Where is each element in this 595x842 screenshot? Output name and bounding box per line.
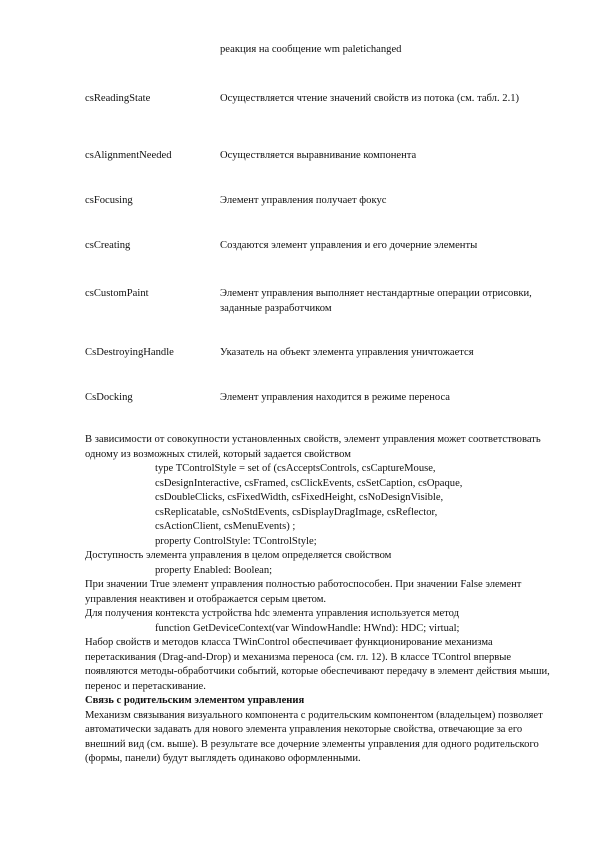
code-line: csActionClient, csMenuEvents) ; (155, 521, 296, 532)
state-name: csCustomPaint (85, 288, 149, 299)
table-continuation-text: реакция на сообщение wm paletichanged (220, 44, 402, 55)
state-description: Осуществляется чтение значений свойств из потока (см. табл. 2.1) (220, 93, 520, 104)
code-line: csDoubleClicks, csFixedWidth, csFixedHeight, csNoDesignVisible, (155, 492, 444, 503)
code-line: type TControlStyle = set of (csAcceptsControls, csCaptureMouse, (155, 463, 436, 474)
state-name: csFocusing (85, 195, 133, 206)
paragraph-enabled-values: При значении True элемент управления полностью работоспособен. При значении False элемент управления неактивен и отображается серым цветом. (85, 579, 522, 605)
state-description: Осуществляется выравнивание компонента (220, 150, 417, 161)
paragraph-enabled: Доступность элемента управления в целом определяется свойством (85, 550, 392, 561)
code-line: property ControlStyle: TControlStyle; (155, 535, 317, 547)
state-description: Создаются элемент управления и его дочерние элементы (220, 240, 478, 251)
state-description: Элемент управления получает фокус (220, 195, 387, 206)
state-description: Указатель на объект элемента управления уничтожается (220, 347, 474, 358)
state-name: csReadingState (85, 93, 151, 104)
paragraph-control-style: В зависимости от совокупности установленных свойств, элемент управления может соответствовать одному из возможных стилей, который задается свойством (85, 434, 541, 460)
state-description: Элемент управления находится в режиме переноса (220, 392, 450, 403)
state-name: csCreating (85, 240, 131, 251)
state-name: csAlignmentNeeded (85, 150, 172, 161)
code-line: csReplicatable, csNoStdEvents, csDisplayDragImage, csReflector, (155, 506, 438, 518)
state-name: CsDestroyingHandle (85, 347, 174, 358)
code-line: csDesignInteractive, csFramed, csClickEvents, csSetCaption, csOpaque, (155, 477, 463, 489)
code-line: property Enabled: Boolean; (155, 564, 273, 576)
state-name: CsDocking (85, 392, 133, 403)
paragraph-device-context: Для получения контекста устройства hdc элемента управления используется метод (85, 608, 460, 619)
paragraph-drag-drop: Набор свойств и методов класса TWinControl обеспечивает функционирование механизма перетаскивания (Drag-and-Drop) и механизма переноса (см. гл. 12). В классе TControl впервые появляются методы-обработчики событий, которые обеспечивают передачу в элемент действия мыши, перенос и перетаскивание. (85, 637, 550, 692)
body-text (85, 433, 555, 767)
section-heading: Связь с родительским элементом управления (85, 695, 305, 706)
paragraph-parent-link: Механизм связывания визуального компонента с родительским компонентом (владельцем) позволяет автоматически задавать для нового элемента управления некоторые свойства, отвечающие за его внешний вид (см. выше). В результате все дочерние элементы управления для одного родительского (формы, панели) будут выглядеть одинаково оформленными. (85, 709, 543, 764)
state-description: Элемент управления выполняет нестандартные операции отрисовки, заданные разработчиком (220, 288, 532, 314)
code-line: function GetDeviceContext(var WindowHandle: HWnd): HDC; virtual; (155, 622, 460, 634)
